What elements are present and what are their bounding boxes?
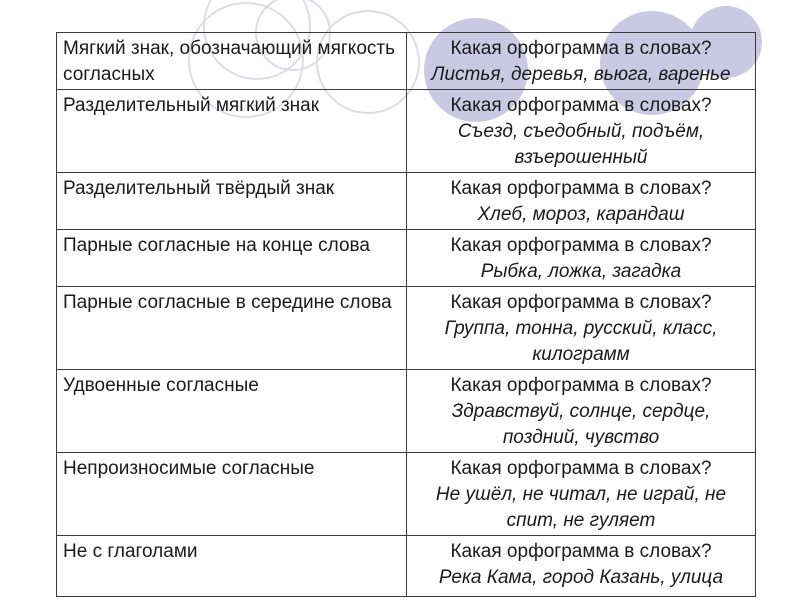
example-words: Листья, деревья, вьюга, варенье — [431, 64, 731, 85]
example-words: Река Кама, город Казань, улица — [438, 567, 724, 588]
topic-label: Удвоенные согласные — [63, 375, 259, 396]
table-row — [57, 90, 756, 173]
example-words: Группа, тонна, русский, класс, килограмм — [444, 318, 718, 365]
table-row — [57, 173, 756, 230]
table-row — [57, 287, 756, 370]
example-words: Здравствуй, солнце, сердце, поздний, чувство — [451, 401, 711, 448]
topic-cell — [57, 230, 407, 287]
orthogram-table — [56, 32, 756, 597]
question-cell — [407, 173, 756, 230]
question-cell — [407, 453, 756, 536]
table-row — [57, 453, 756, 536]
topic-cell — [57, 453, 407, 536]
question-cell — [407, 230, 756, 287]
question-text: Какая орфограмма в словах? — [450, 178, 712, 199]
topic-label: Мягкий знак, обозначающий мягкость согласных — [63, 38, 395, 85]
topic-label: Разделительный мягкий знак — [63, 95, 320, 116]
topic-cell — [57, 370, 407, 453]
topic-cell — [57, 287, 407, 370]
question-cell — [407, 287, 756, 370]
question-text: Какая орфограмма в словах? — [450, 235, 712, 256]
question-text: Какая орфограмма в словах? — [450, 458, 712, 479]
question-text: Какая орфограмма в словах? — [450, 375, 712, 396]
question-cell — [407, 536, 756, 597]
topic-label: Разделительный твёрдый знак — [63, 178, 335, 199]
table-row — [57, 370, 756, 453]
question-cell — [407, 90, 756, 173]
topic-label: Непроизносимые согласные — [63, 458, 315, 479]
question-text: Какая орфограмма в словах? — [450, 541, 712, 562]
table-row — [57, 536, 756, 597]
topic-label: Парные согласные на конце слова — [63, 235, 370, 256]
topic-cell — [57, 90, 407, 173]
topic-cell — [57, 33, 407, 90]
question-cell — [407, 33, 756, 90]
topic-cell — [57, 536, 407, 597]
question-text: Какая орфограмма в словах? — [450, 292, 712, 313]
example-words: Рыбка, ложка, загадка — [480, 261, 682, 282]
question-text: Какая орфограмма в словах? — [450, 95, 712, 116]
topic-label: Парные согласные в середине слова — [63, 292, 392, 313]
example-words: Съезд, съедобный, подъём, взъерошенный — [457, 121, 705, 168]
example-words: Хлеб, мороз, карандаш — [477, 204, 685, 225]
question-cell — [407, 370, 756, 453]
table-row — [57, 230, 756, 287]
question-text: Какая орфограмма в словах? — [450, 38, 712, 59]
example-words: Не ушёл, не читал, не играй, не спит, не гуляет — [435, 484, 727, 531]
topic-label: Не с глаголами — [63, 541, 198, 562]
topic-cell — [57, 173, 407, 230]
table-row — [57, 33, 756, 90]
